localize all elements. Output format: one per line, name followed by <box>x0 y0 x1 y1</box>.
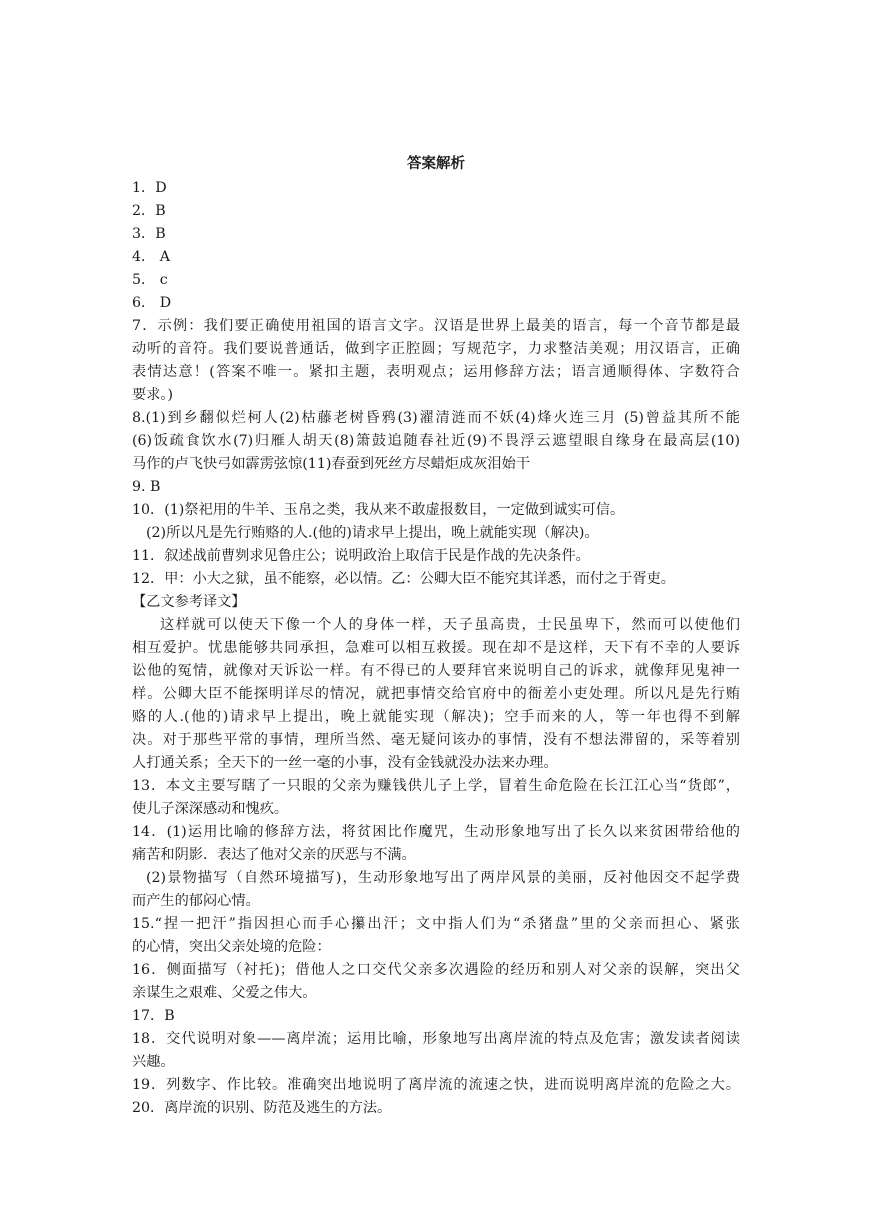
text-line: 的心情，突出父亲处境的危险： <box>132 939 331 955</box>
text-line: 16．侧面描写（衬托)；借他人之口交代父亲多次遇险的经历和别人对父亲的误解，突出父 <box>132 962 740 978</box>
answer-body <box>132 177 740 1120</box>
text-line: 6． D <box>132 295 172 311</box>
document-page <box>132 152 740 1120</box>
text-line: 【乙文参考译文】 <box>132 594 246 610</box>
text-line: 10．(1)祭祀用的牛羊、玉帛之类，我从来不敢虚报数目，一定做到诚实可信。 <box>132 502 625 518</box>
text-line: 决。对于那些平常的事情，理所当然、毫无疑问该办的事情，没有不想法滞留的，采等着别 <box>132 732 740 748</box>
text-line: 痛苦和阴影．表达了他对父亲的厌恶与不满。 <box>132 847 416 863</box>
text-line: 而产生的郁闷心情。 <box>132 893 260 909</box>
text-line: 7．示例：我们要正确使用祖国的语言文字。汉语是世界上最美的语言，每一个音节都是最 <box>132 318 740 334</box>
text-line: 要求。) <box>132 387 173 403</box>
text-line: (2)景物描写（自然环境描写)，生动形象地写出了两岸风景的美丽，反衬他因交不起学费 <box>146 870 740 886</box>
text-line: 动听的音符。我们要说普通话，做到字正腔圆；写规范字，力求整洁美观；用汉语言，正确 <box>132 341 740 357</box>
text-line: 兴趣。 <box>132 1054 175 1070</box>
text-line: 19．列数字、作比较。准确突出地说明了离岸流的流速之快，进而说明离岸流的危险之大。 <box>132 1077 740 1093</box>
text-line: 17．B <box>132 1008 175 1024</box>
text-line: 样。公卿大臣不能探明详尽的情况，就把事情交给官府中的衙差小吏处理。所以凡是先行贿 <box>132 686 740 702</box>
text-line: 18．交代说明对象——离岸流；运用比喻，形象地写出离岸流的特点及危害；激发读者阅读 <box>132 1031 740 1047</box>
text-line: 15.“捏一把汗”指因担心而手心攥出汗；文中指人们为“杀猪盘”里的父亲而担心、紧张 <box>132 916 740 932</box>
text-line: 使儿子深深感动和愧疚。 <box>132 801 289 817</box>
text-line: 8.(1)到乡翻似烂柯人(2)枯藤老树昏鸦(3)濯清涟而不妖(4)烽火连三月 (5)曾益其所不能 <box>132 410 740 426</box>
text-line: 赂的人.(他的)请求早上提出，晚上就能实现（解决)；空手而来的人，等一年也得不到解 <box>132 709 740 725</box>
text-line: 14．(1)运用比喻的修辞方法，将贫困比作魔咒，生动形象地写出了长久以来贫困带给他的 <box>132 824 740 840</box>
text-line: 这样就可以使天下像一个人的身体一样，天子虽高贵，士民虽卑下，然而可以使他们 <box>160 617 740 633</box>
text-line: 11．叙述战前曹刿求见鲁庄公；说明政治上取信于民是作战的先决条件。 <box>132 548 590 564</box>
text-line: 表情达意！(答案不唯一。紧扣主题，表明观点；运用修辞方法；语言通顺得体、字数符合 <box>132 364 740 380</box>
text-line: 马作的卢飞快弓如霹雳弦惊(11)春蚕到死丝方尽蜡炬成灰泪始干 <box>132 456 531 472</box>
text-line: 12．甲：小大之狱，虽不能察，必以情。乙：公卿大臣不能究其详悉，而付之于胥吏。 <box>132 571 675 587</box>
text-line: 讼他的冤情，就像对天诉讼一样。有不得已的人要拜官来说明自己的诉求，就像拜见鬼神一 <box>132 663 740 679</box>
text-line: 1．D <box>132 180 167 196</box>
text-line: 3．B <box>132 226 166 242</box>
page-title: 答案解析 <box>407 156 465 172</box>
text-line: 相互爱护。忧患能够共同承担，急难可以相互救援。现在却不是这样，天下有不幸的人要诉 <box>132 640 740 656</box>
text-line: (6)饭疏食饮水(7)归雁人胡天(8)箫鼓追随春社近(9)不畏浮云遮望眼自缘身在最高层(10) <box>132 433 740 449</box>
text-line: 5． c <box>132 272 168 288</box>
text-line: 亲谋生之艰难、父爱之伟大。 <box>132 985 317 1001</box>
text-line: 4． A <box>132 249 170 265</box>
text-line: 人打通关系；全天下的一丝一毫的小事，没有金钱就没办法来办理。 <box>132 755 558 771</box>
text-line: 20．离岸流的识别、防范及逃生的方法。 <box>132 1100 392 1116</box>
text-line: 13．本文主要写瞎了一只眼的父亲为赚钱供儿子上学，冒着生命危险在长江江心当“货郎”， <box>132 778 740 794</box>
text-line: 9. B <box>132 479 161 495</box>
text-line: (2)所以凡是先行贿赂的人.(他的)请求早上提出，晚上就能实现（解决)。 <box>146 525 599 541</box>
text-line: 2．B <box>132 203 166 219</box>
